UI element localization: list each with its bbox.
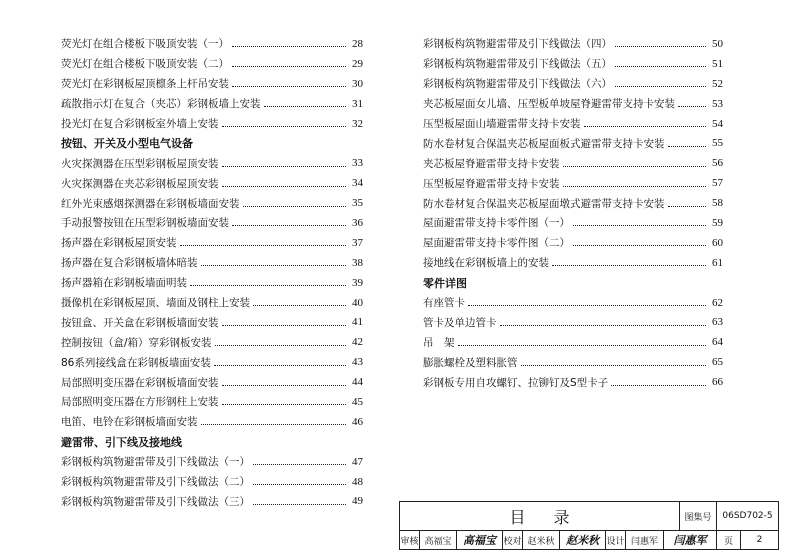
toc-entry-title: 扬声器在彩钢板屋顶安装 bbox=[61, 237, 177, 250]
toc-entry-title: 电笛、电铃在彩钢板墙面安装 bbox=[61, 416, 198, 429]
toc-entry[interactable] bbox=[423, 173, 723, 193]
dot-leader bbox=[615, 66, 706, 67]
toc-left-column bbox=[61, 34, 363, 511]
toc-entry[interactable] bbox=[61, 54, 363, 74]
toc-entry[interactable] bbox=[61, 213, 363, 233]
toc-entry-title: 屋面避雷带支持卡零件图（二） bbox=[423, 237, 570, 250]
dot-leader bbox=[668, 206, 707, 207]
toc-entry-page: 63 bbox=[712, 316, 723, 329]
toc-entry-page: 44 bbox=[352, 376, 363, 389]
dot-leader bbox=[563, 166, 707, 167]
toc-entry[interactable] bbox=[423, 153, 723, 173]
toc-entry-page: 54 bbox=[712, 117, 723, 130]
designer-name: 闫惠军 bbox=[626, 531, 664, 549]
toc-entry-title: 彩钢板专用自攻螺钉、拉铆钉及S型卡子 bbox=[423, 376, 609, 389]
toc-entry-title: 86系列接线盒在彩钢板墙面安装 bbox=[61, 356, 211, 369]
toc-entry[interactable] bbox=[423, 133, 723, 153]
toc-entry[interactable] bbox=[423, 332, 723, 352]
dot-leader bbox=[215, 345, 346, 346]
toc-entry-title: 火灾探测器在夹芯彩钢板屋顶安装 bbox=[61, 177, 219, 190]
toc-entry-page: 29 bbox=[352, 57, 363, 70]
toc-entry-title: 压型板屋脊避雷带支持卡安装 bbox=[423, 177, 560, 190]
toc-entry-title: 投光灯在复合彩钢板室外墙上安装 bbox=[61, 118, 219, 130]
toc-entry-title: 疏散指示灯在复合（夹芯）彩钢板墙上安装 bbox=[61, 98, 261, 111]
toc-entry-page: 57 bbox=[712, 177, 723, 190]
toc-entry-title: 防水卷材复合保温夹芯板屋面墩式避雷带支持卡安装 bbox=[423, 197, 665, 210]
toc-entry-title: 彩钢板构筑物避雷带及引下线做法（三） bbox=[61, 495, 250, 508]
toc-entry[interactable] bbox=[61, 392, 363, 412]
toc-entry-title: 彩钢板构筑物避雷带及引下线做法（五） bbox=[423, 58, 612, 71]
toc-entry-title: 控制按钮（盒/箱）穿彩钢板安装 bbox=[61, 336, 212, 349]
dot-leader bbox=[201, 424, 347, 425]
toc-entry[interactable] bbox=[61, 34, 363, 54]
toc-entry-title: 荧光灯在组合楼板下吸顶安装（一） bbox=[61, 38, 229, 51]
toc-entry-title: 局部照明变压器在方形钢柱上安装 bbox=[61, 396, 219, 409]
toc-entry[interactable] bbox=[423, 114, 723, 134]
toc-entry-page: 35 bbox=[352, 197, 363, 210]
toc-entry-page: 37 bbox=[352, 236, 363, 249]
toc-entry-title: 夹芯板屋面女儿墙、压型板单坡屋脊避雷带支持卡安装 bbox=[423, 98, 675, 111]
toc-entry[interactable] bbox=[61, 94, 363, 114]
toc-entry-page: 65 bbox=[712, 356, 723, 369]
toc-entry-page: 49 bbox=[352, 495, 363, 508]
toc-entry-page: 43 bbox=[352, 356, 363, 369]
toc-entry-title: 手动报警按钮在压型彩钢板墙面安装 bbox=[61, 217, 229, 230]
toc-right-column bbox=[423, 34, 723, 392]
toc-entry-title: 彩钢板构筑物避雷带及引下线做法（一） bbox=[61, 456, 250, 469]
toc-entry-page: 39 bbox=[352, 276, 363, 289]
toc-entry[interactable] bbox=[61, 253, 363, 273]
dot-leader bbox=[615, 86, 706, 87]
dot-leader bbox=[253, 305, 346, 306]
toc-entry[interactable] bbox=[61, 233, 363, 253]
section-heading: 避雷带、引下线及接地线 bbox=[61, 435, 182, 449]
dot-leader bbox=[232, 46, 346, 47]
dot-leader bbox=[222, 385, 347, 386]
toc-entry-page: 55 bbox=[712, 137, 723, 150]
section-heading: 零件详图 bbox=[423, 276, 467, 290]
reviewer-name: 高福宝 bbox=[420, 531, 457, 549]
dot-leader bbox=[190, 285, 346, 286]
toc-entry-title: 扬声器箱在彩钢板墙面明装 bbox=[61, 277, 187, 290]
toc-entry-page: 36 bbox=[352, 216, 363, 229]
dot-leader bbox=[201, 265, 347, 266]
title-block-bottom-row bbox=[400, 531, 778, 549]
toc-entry-page: 42 bbox=[352, 336, 363, 349]
dot-leader bbox=[264, 106, 347, 107]
toc-entry-page: 30 bbox=[352, 77, 363, 90]
dot-leader bbox=[222, 325, 347, 326]
checker-name: 赵米秋 bbox=[523, 531, 560, 549]
dot-leader bbox=[222, 166, 347, 167]
dot-leader bbox=[668, 146, 707, 147]
toc-entry[interactable] bbox=[61, 273, 363, 293]
dot-leader bbox=[243, 206, 347, 207]
toc-entry[interactable] bbox=[423, 293, 723, 313]
toc-entry[interactable] bbox=[423, 34, 723, 54]
toc-entry-title: 局部照明变压器在彩钢板墙面安装 bbox=[61, 376, 219, 389]
dot-leader bbox=[214, 365, 346, 366]
toc-entry-page: 61 bbox=[712, 256, 723, 269]
toc-entry-title: 彩钢板构筑物避雷带及引下线做法（四） bbox=[423, 38, 612, 51]
toc-entry-page: 40 bbox=[352, 296, 363, 309]
toc-entry-page: 51 bbox=[712, 57, 723, 70]
dot-leader bbox=[253, 484, 346, 485]
toc-entry-title: 扬声器在复合彩钢板墙体暗装 bbox=[61, 257, 198, 270]
atlas-number: 06SD702-5 bbox=[722, 511, 773, 521]
toc-entry[interactable] bbox=[61, 472, 363, 492]
toc-entry-page: 56 bbox=[712, 157, 723, 170]
toc-entry[interactable] bbox=[61, 193, 363, 213]
designer-signature: 闫惠军 bbox=[664, 531, 717, 549]
dot-leader bbox=[232, 66, 346, 67]
toc-entry[interactable] bbox=[423, 54, 723, 74]
title-cell bbox=[400, 502, 680, 530]
toc-entry[interactable] bbox=[61, 352, 363, 372]
toc-entry-title: 彩钢板构筑物避雷带及引下线做法（六） bbox=[423, 78, 612, 91]
toc-entry[interactable] bbox=[61, 153, 363, 173]
toc-entry-page: 28 bbox=[352, 37, 363, 50]
toc-entry-page: 33 bbox=[352, 157, 363, 170]
toc-entry[interactable] bbox=[423, 233, 723, 253]
dot-leader bbox=[253, 464, 346, 465]
toc-entry-title: 摄像机在彩钢板屋顶、墙面及钢柱上安装 bbox=[61, 297, 250, 310]
toc-entry-title: 彩钢板构筑物避雷带及引下线做法（二） bbox=[61, 476, 250, 489]
dot-leader bbox=[573, 245, 706, 246]
dot-leader bbox=[521, 365, 707, 366]
dot-leader bbox=[615, 46, 706, 47]
toc-entry-page: 62 bbox=[712, 296, 723, 309]
toc-entry-title: 红外光束感烟探测器在彩钢板墙面安装 bbox=[61, 197, 240, 210]
toc-entry[interactable] bbox=[423, 372, 723, 392]
toc-entry[interactable] bbox=[61, 312, 363, 332]
toc-entry[interactable] bbox=[61, 114, 363, 134]
toc-entry-title: 压型板屋面山墙避雷带支持卡安装 bbox=[423, 118, 581, 130]
toc-entry-title: 膨胀螺栓及塑料胀管 bbox=[423, 356, 518, 369]
toc-entry[interactable] bbox=[61, 491, 363, 511]
toc-entry-title: 夹芯板屋脊避雷带支持卡安装 bbox=[423, 157, 560, 170]
toc-entry-page: 38 bbox=[352, 256, 363, 269]
toc-entry[interactable] bbox=[61, 452, 363, 472]
dot-leader bbox=[500, 325, 707, 326]
dot-leader bbox=[253, 504, 346, 505]
atlas-label: 图集号 bbox=[680, 502, 717, 530]
dot-leader bbox=[222, 186, 347, 187]
toc-entry[interactable] bbox=[423, 74, 723, 94]
checker-signature: 赵米秋 bbox=[560, 531, 606, 549]
dot-leader bbox=[458, 345, 707, 346]
toc-entry-page: 34 bbox=[352, 177, 363, 190]
toc-entry[interactable] bbox=[423, 213, 723, 233]
toc-entry-title: 接地线在彩钢板墙上的安装 bbox=[423, 257, 549, 270]
dot-leader bbox=[584, 126, 707, 127]
dot-leader bbox=[232, 225, 346, 226]
toc-entry[interactable] bbox=[423, 253, 723, 273]
toc-entry-page: 50 bbox=[712, 37, 723, 50]
toc-entry-page: 52 bbox=[712, 77, 723, 90]
title-block bbox=[399, 501, 779, 550]
section-heading: 按钮、开关及小型电气设备 bbox=[61, 137, 193, 151]
toc-entry-page: 64 bbox=[712, 336, 723, 349]
toc-entry[interactable] bbox=[423, 312, 723, 332]
toc-entry[interactable] bbox=[423, 193, 723, 213]
toc-entry-title: 荧光灯在彩钢板屋顶檩条上杆吊安装 bbox=[61, 78, 229, 91]
toc-entry-page: 41 bbox=[352, 316, 363, 329]
design-label: 设计 bbox=[606, 531, 626, 549]
dot-leader bbox=[232, 86, 346, 87]
toc-entry[interactable] bbox=[61, 293, 363, 313]
page-label: 页 bbox=[717, 531, 741, 549]
toc-entry-page: 31 bbox=[352, 97, 363, 110]
toc-entry-page: 58 bbox=[712, 197, 723, 210]
toc-entry-title: 屋面避雷带支持卡零件图（一） bbox=[423, 217, 570, 230]
toc-entry[interactable] bbox=[61, 74, 363, 94]
toc-entry-title: 有座管卡 bbox=[423, 297, 465, 310]
dot-leader bbox=[180, 245, 347, 246]
toc-entry-page: 45 bbox=[352, 395, 363, 408]
dot-leader bbox=[222, 404, 347, 405]
check-label: 校对 bbox=[503, 531, 523, 549]
toc-entry-title: 吊 架 bbox=[423, 336, 455, 349]
dot-leader bbox=[552, 265, 706, 266]
toc-entry-page: 60 bbox=[712, 236, 723, 249]
toc-entry[interactable] bbox=[61, 372, 363, 392]
toc-entry-title: 火灾探测器在压型彩钢板屋顶安装 bbox=[61, 157, 219, 170]
dot-leader bbox=[222, 126, 347, 127]
toc-entry-title: 管卡及单边管卡 bbox=[423, 316, 497, 329]
toc-entry-page: 66 bbox=[712, 376, 723, 389]
toc-entry-page: 53 bbox=[712, 97, 723, 110]
toc-entry-page: 32 bbox=[352, 117, 363, 130]
toc-entry-page: 59 bbox=[712, 216, 723, 229]
toc-entry[interactable] bbox=[61, 412, 363, 432]
dot-leader bbox=[468, 305, 706, 306]
dot-leader bbox=[678, 106, 706, 107]
dot-leader bbox=[563, 186, 707, 187]
document-title: 目录 bbox=[509, 507, 598, 527]
page-number: 2 bbox=[756, 535, 763, 545]
dot-leader bbox=[611, 385, 706, 386]
review-label: 审核 bbox=[400, 531, 420, 549]
toc-entry-title: 防水卷材复合保温夹芯板屋面板式避雷带支持卡安装 bbox=[423, 137, 665, 150]
toc-entry-page: 48 bbox=[352, 475, 363, 488]
toc-entry-title: 荧光灯在组合楼板下吸顶安装（二） bbox=[61, 58, 229, 71]
title-block-top-row bbox=[400, 502, 778, 531]
dot-leader bbox=[573, 225, 706, 226]
toc-entry[interactable] bbox=[423, 352, 723, 372]
toc-entry-title: 按钮盒、开关盒在彩钢板墙面安装 bbox=[61, 316, 219, 329]
toc-entry[interactable] bbox=[61, 173, 363, 193]
toc-entry[interactable] bbox=[423, 94, 723, 114]
toc-entry-page: 47 bbox=[352, 455, 363, 468]
reviewer-signature: 高福宝 bbox=[457, 531, 503, 549]
toc-entry[interactable] bbox=[61, 332, 363, 352]
toc-entry-page: 46 bbox=[352, 415, 363, 428]
